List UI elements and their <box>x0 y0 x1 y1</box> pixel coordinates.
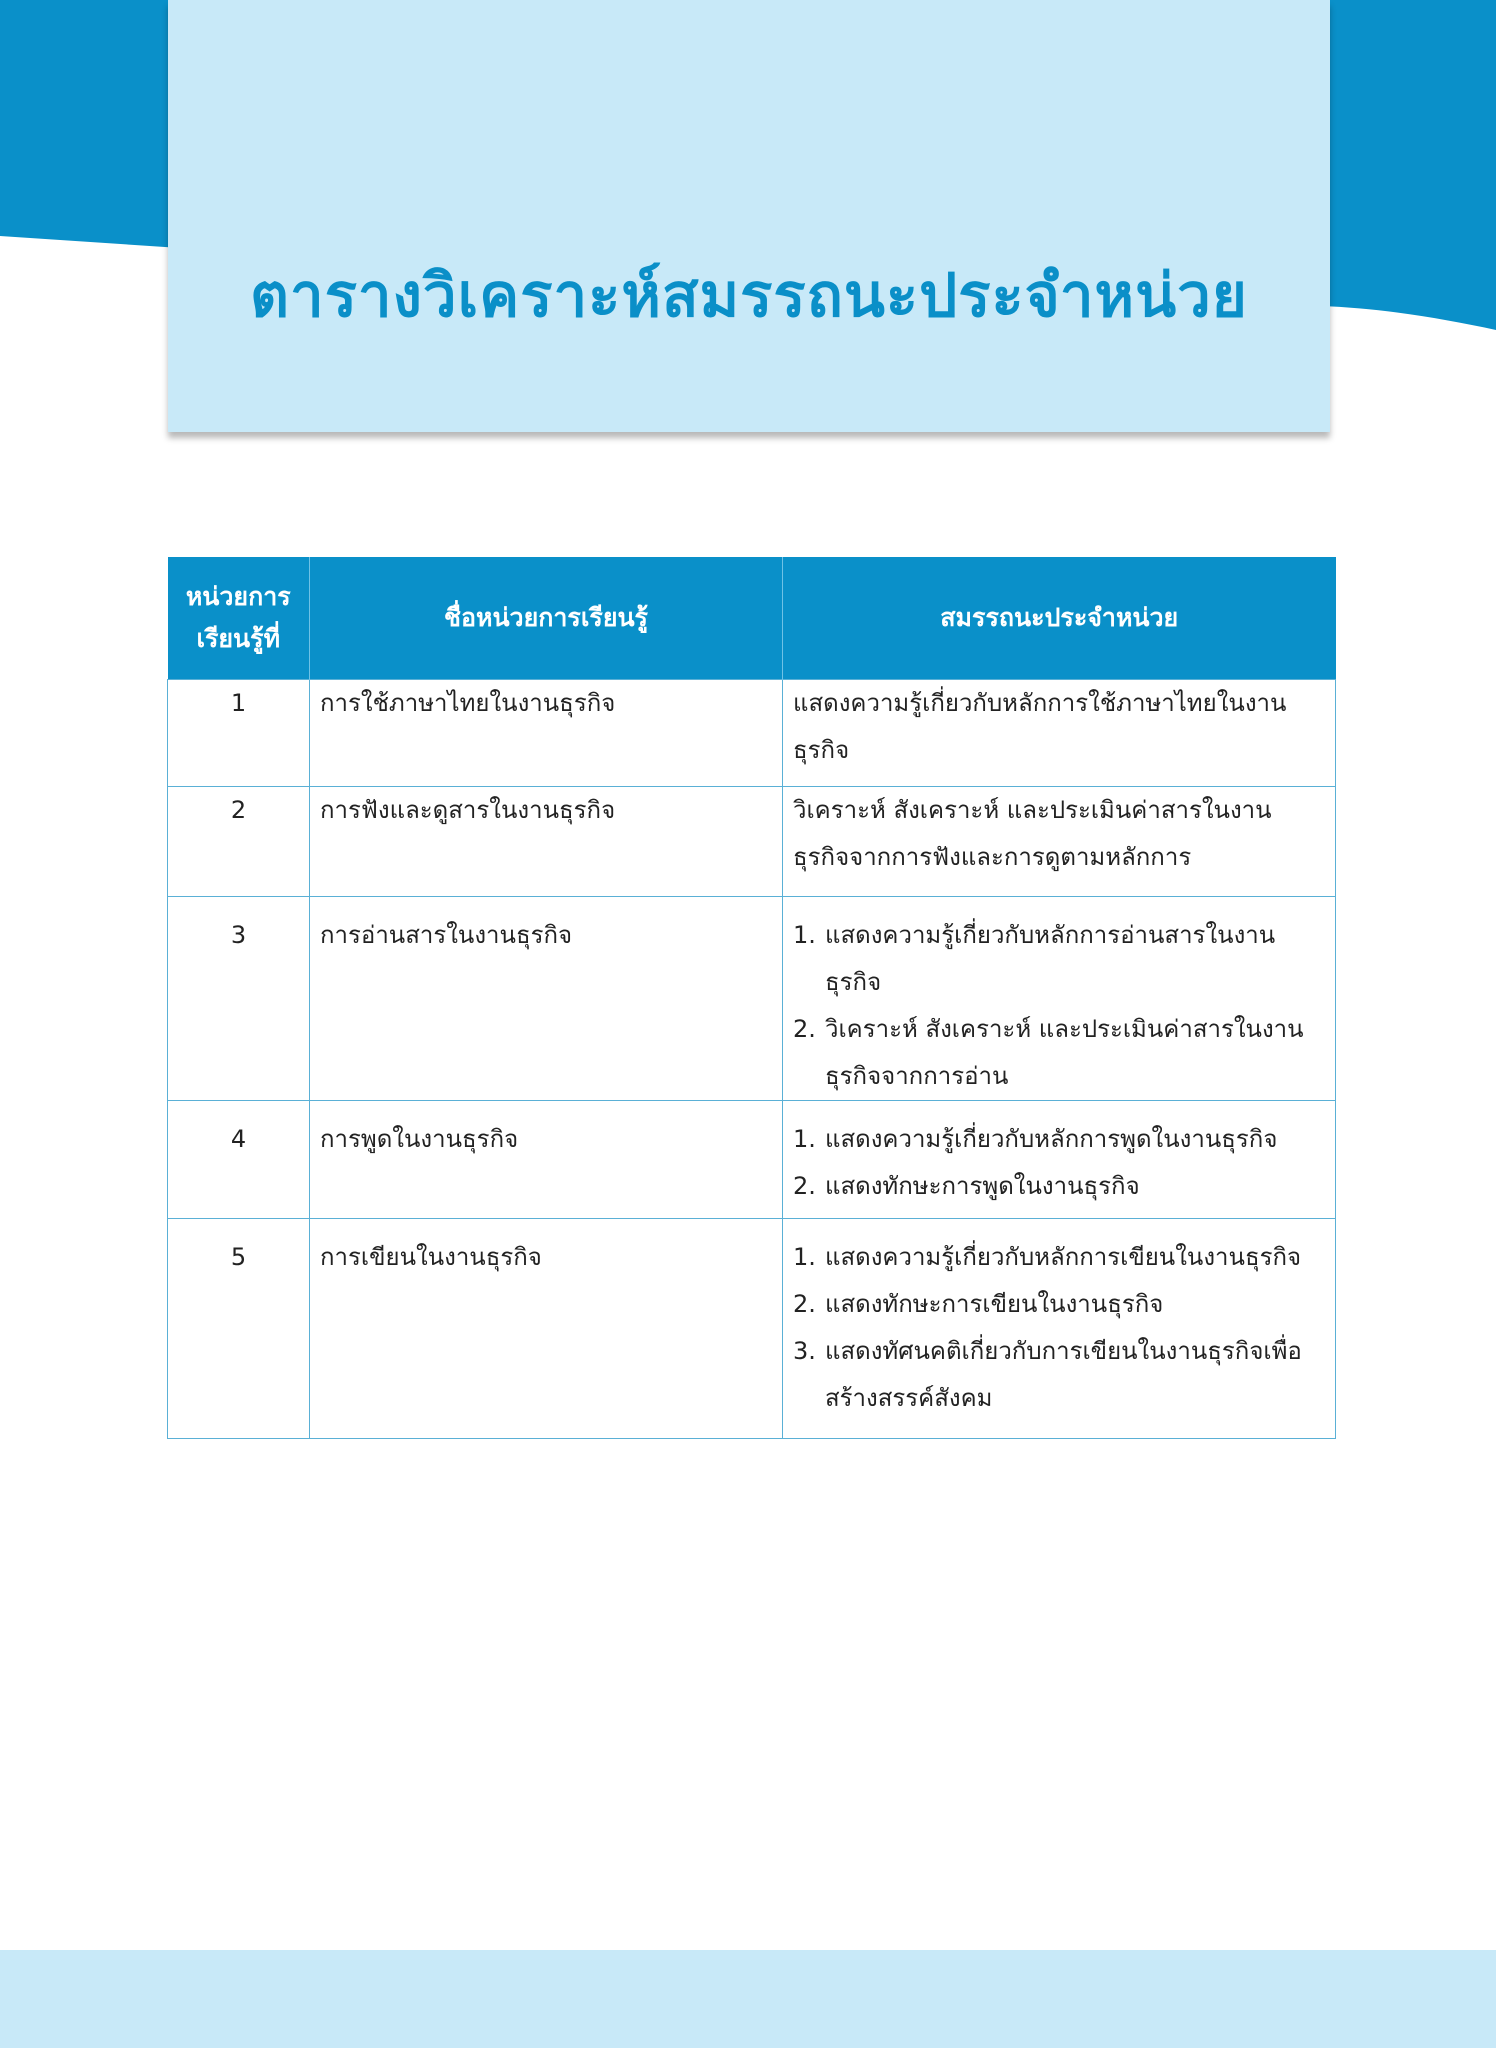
unit-competency-list <box>783 897 1336 1101</box>
unit-number: 3 <box>168 897 310 1101</box>
list-number: 3. <box>793 1337 816 1365</box>
table-row <box>168 897 1336 1101</box>
unit-name: การเขียนในงานธุรกิจ <box>310 1219 783 1439</box>
list-item <box>793 912 1325 1006</box>
list-number: 2. <box>793 1172 816 1200</box>
list-item <box>793 1006 1325 1100</box>
list-number: 2. <box>793 1290 816 1318</box>
list-item <box>793 1116 1325 1163</box>
unit-name: การอ่านสารในงานธุรกิจ <box>310 897 783 1101</box>
list-text: แสดงทักษะการพูดในงานธุรกิจ <box>825 1172 1140 1200</box>
table-row <box>168 680 1336 787</box>
unit-competency: วิเคราะห์ สังเคราะห์ และประเมินค่าสารในงานธุรกิจจากการฟังและการดูตามหลักการ <box>783 787 1336 897</box>
unit-number: 5 <box>168 1219 310 1439</box>
list-item <box>793 1163 1325 1210</box>
list-number: 1. <box>793 1243 816 1271</box>
list-text: แสดงความรู้เกี่ยวกับหลักการอ่านสารในงานธุรกิจ <box>825 921 1276 996</box>
table-row <box>168 1101 1336 1219</box>
unit-name: การฟังและดูสารในงานธุรกิจ <box>310 787 783 897</box>
unit-competency-list <box>783 1101 1336 1219</box>
list-number: 1. <box>793 921 816 949</box>
list-text: วิเคราะห์ สังเคราะห์ และประเมินค่าสารในงานธุรกิจจากการอ่าน <box>825 1015 1304 1090</box>
unit-name: การพูดในงานธุรกิจ <box>310 1101 783 1219</box>
list-item <box>793 1234 1325 1281</box>
list-text: แสดงทักษะการเขียนในงานธุรกิจ <box>825 1290 1164 1318</box>
list-item <box>793 1281 1325 1328</box>
header-unit-name: ชื่อหน่วยการเรียนรู้ <box>310 557 783 680</box>
unit-number: 2 <box>168 787 310 897</box>
footer-band <box>0 1950 1496 2048</box>
header-competency: สมรรถนะประจำหน่วย <box>783 557 1336 680</box>
left-wave-shape <box>0 0 180 248</box>
list-number: 2. <box>793 1015 816 1043</box>
table-header-row <box>168 557 1336 680</box>
unit-name: การใช้ภาษาไทยในงานธุรกิจ <box>310 680 783 787</box>
page-title: ตารางวิเคราะห์สมรรถนะประจำหน่วย <box>250 261 1248 331</box>
header-unit-number: หน่วยการเรียนรู้ที่ <box>168 557 310 680</box>
competency-table <box>167 557 1336 1439</box>
list-text: แสดงทัศนคติเกี่ยวกับการเขียนในงานธุรกิจเพื่อสร้างสรรค์สังคม <box>825 1337 1302 1412</box>
list-text: แสดงความรู้เกี่ยวกับหลักการพูดในงานธุรกิจ <box>825 1125 1278 1153</box>
table-row <box>168 787 1336 897</box>
title-panel <box>168 0 1330 432</box>
unit-number: 1 <box>168 680 310 787</box>
unit-competency: แสดงความรู้เกี่ยวกับหลักการใช้ภาษาไทยในงานธุรกิจ <box>783 680 1336 787</box>
list-number: 1. <box>793 1125 816 1153</box>
list-text: แสดงความรู้เกี่ยวกับหลักการเขียนในงานธุรกิจ <box>825 1243 1302 1271</box>
table-row <box>168 1219 1336 1439</box>
unit-competency-list <box>783 1219 1336 1439</box>
unit-number: 4 <box>168 1101 310 1219</box>
list-item <box>793 1328 1325 1422</box>
right-wave-shape <box>1320 0 1496 330</box>
